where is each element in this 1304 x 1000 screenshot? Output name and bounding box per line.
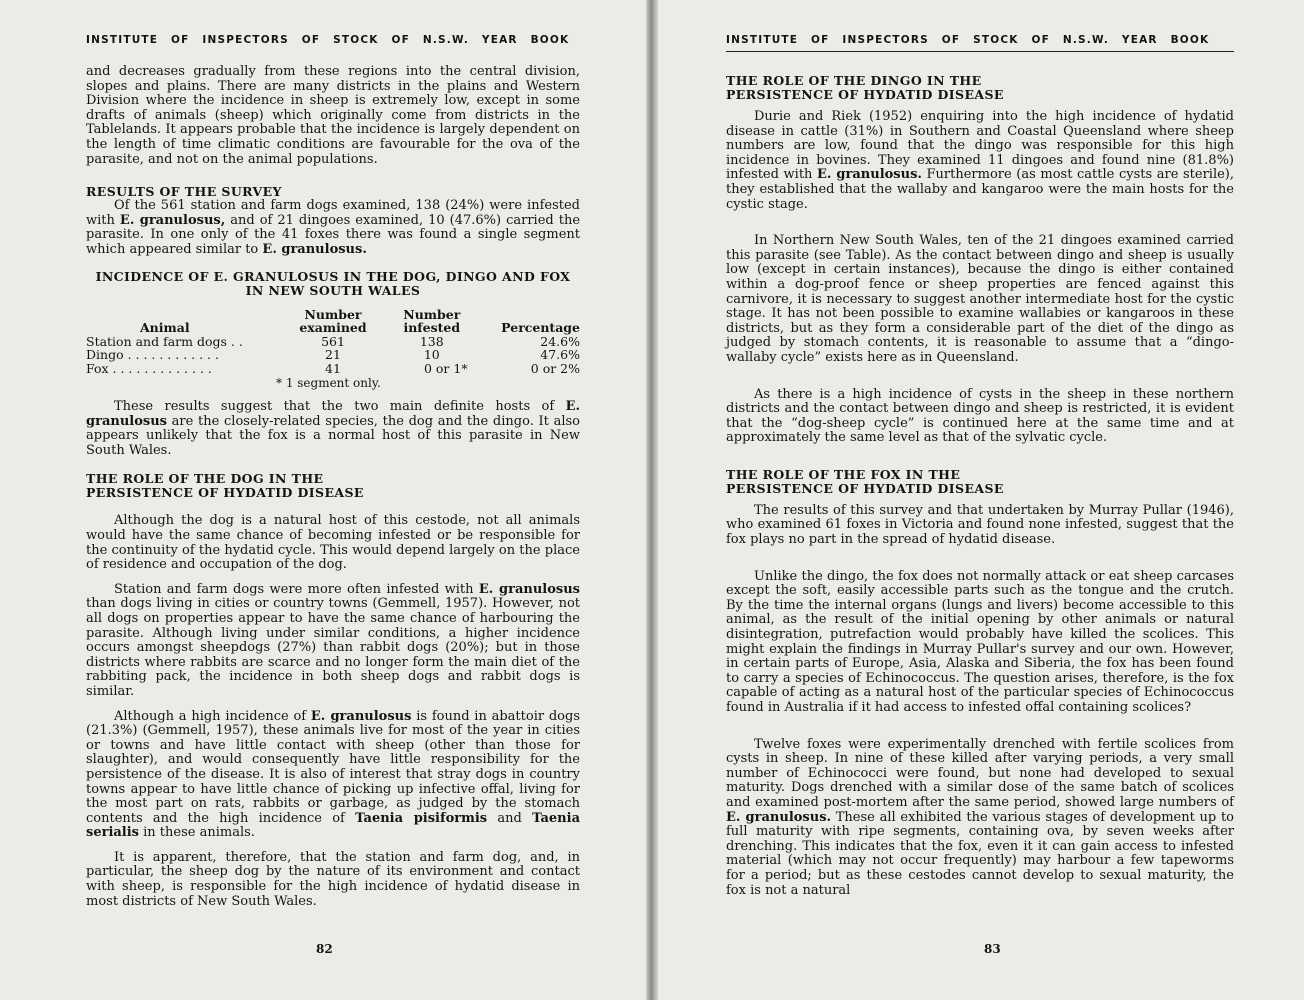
intro-paragraph: and decreases gradually from these regions into the central division, slopes and plains. There are many districts in the plains and Western Division where the incidence in sheep is extremely low, except in some drafts of animals (sheep) which originally come from districts in the Tablelands. It appears probable that the incidence is largely dependent on the length of time climatic conditions are favourable for the ova of the parasite, and not on the animal populations. <box>86 64 580 167</box>
col-examined: Number examined <box>299 306 367 336</box>
col-infested: Number infested <box>403 306 461 336</box>
book-gutter <box>646 0 658 1000</box>
table-title: INCIDENCE OF E. GRANULOSUS IN THE DOG, DINGO AND FOX IN NEW SOUTH WALES <box>95 268 571 298</box>
dingo-paragraph-3: As there is a high incidence of cysts in the sheep in these northern districts and the contact between dingo and sheep is restricted, it is evident that the “dog-sheep cycle” is continued here at the same time and at approximately the same level as that of the sylvatic cycle. <box>726 386 1234 446</box>
cell-percentage: 0 or 2% <box>530 360 580 376</box>
cell-examined: 561 <box>321 333 345 349</box>
fox-heading: THE ROLE OF THE FOX IN THE PERSISTENCE OF HYDATID DISEASE <box>726 466 1004 496</box>
dingo-heading: THE ROLE OF THE DINGO IN THE PERSISTENCE OF HYDATID DISEASE <box>726 73 1004 102</box>
cell-infested: 138 <box>419 333 444 349</box>
col-percentage: Percentage <box>501 320 580 336</box>
dingo-paragraph-2: In Northern New South Wales, ten of the 21 dingoes examined carried this parasite (see Table). As the contact between dingo and sheep is usually low (except in certain instances), because the dingo is either contained within a dog-proof fence or sheep properties are fenced against this carnivore, it is necessary to suggest another intermediate host for the cystic stage. It has not been possible to examine wallabies or kangaroos in these districts, but as they form a considerable part of the diet of the dingo as judged by stomach contents, it is reasonable to assume that a “dingo-wallaby cycle” exists here as in Queensland. <box>726 233 1234 365</box>
cell-infested: 10 <box>423 347 440 363</box>
page-number: 83 <box>984 942 1001 956</box>
dog-paragraph-4: It is apparent, therefore, that the station and farm dog, and, in particular, the sheep dog by the nature of its environment and contact with sheep, is responsible for the high incidence of hydatid disease in most districts of New South Wales. <box>86 849 580 909</box>
fox-paragraph-1: The results of this survey and that undertaken by Murray Pullar (1946), who examined 61 foxes in Victoria and found none infested, suggest that the fox plays no part in the spread of hydatid disease. <box>726 502 1234 548</box>
dog-paragraph-2: Station and farm dogs were more often infested with E. granulosus than dogs living in cities or country towns (Gemmell, 1957). However, not all dogs on properties appear to have the same chance of harbouring the parasite. Although living under similar conditions, a higher incidence occurs amongst sheepdogs (27%) than rabbit dogs (20%); but in those districts where rabbits are scarce and no longer form the main diet of the rabbiting pack, the incidence in both sheep dogs and rabbit dogs is similar. <box>86 581 580 699</box>
table-row <box>86 362 580 376</box>
dog-heading: THE ROLE OF THE DOG IN THE PERSISTENCE OF HYDATID DISEASE <box>86 471 364 501</box>
fox-paragraph-3: Twelve foxes were experimentally drenched with fertile scolices from cysts in sheep. In nine of these killed after varying periods, a very small number of Echinococci were found, but none had developed to sexual maturity. Dogs drenched with a similar dose of the same batch of scolices and examined post-mortem after the same period, showed large numbers of E. granulosus. These all exhibited the various stages of development up to full maturity with ripe segments, containing ova, by seven weeks after drenching. This indicates that the fox, even it it can gain access to infested material (which may not occur frequently) may harbour a few tapeworms for a period; but as these cestodes cannot develop to sexual maturity, the fox is not a natural <box>726 736 1234 898</box>
dog-paragraph-1: Although the dog is a natural host of this cestode, not all animals would have the same chance of becoming infested or be responsible for the continuity of the hydatid cycle. This would depend largely on the place of residence and occupation of the dog. <box>86 513 580 573</box>
hosts-paragraph: These results suggest that the two main definite hosts of E. granulosus are the closely-related species, the dog and the dingo. It also appears unlikely that the fox is a normal host of this parasite in New South Wales. <box>86 399 580 458</box>
cell-percentage: 47.6% <box>540 347 580 363</box>
table-row <box>86 335 580 349</box>
cell-percentage: 24.6% <box>540 333 580 349</box>
right-page <box>654 0 1304 1000</box>
cell-examined: 41 <box>325 360 341 376</box>
incidence-table <box>86 308 580 376</box>
cell-animal: Fox . . . . . . . . . . . . . <box>86 360 212 376</box>
running-head: INSTITUTE OF INSPECTORS OF STOCK OF N.S.W. YEAR BOOK <box>86 34 570 46</box>
fox-paragraph-2: Unlike the dingo, the fox does not normally attack or eat sheep carcases except the soft, easily accessible parts such as the tongue and the crutch. By the time the internal organs (lungs and livers) become accessible to this animal, as the result of the initial opening by other animals or natural disintegration, putrefaction would probably have killed the scolices. This might explain the findings in Murray Pullar's survey and our own. However, in certain parts of Europe, Asia, Alaska and Siberia, the fox has been found to carry a species of Echinococcus. The question arises, therefore, is the fox capable of acting as a natural host of the particular species of Echinococcus found in Australia if it had access to infested offal containing scolices? <box>726 568 1234 715</box>
col-animal: Animal <box>139 320 190 336</box>
table-footnote: * 1 segment only. <box>276 376 381 391</box>
cell-infested: 0 or 1* <box>423 360 468 376</box>
table-header-row <box>86 308 580 335</box>
cell-examined: 21 <box>325 347 341 363</box>
dog-paragraph-3: Although a high incidence of E. granulosus is found in abattoir dogs (21.3%) (Gemmell, 1957), these animals live for most of the year in cities or towns and have little contact with sheep (other than those for slaughter), and would consequently have little responsibility for the persistence of the disease. It is also of interest that stray dogs in country towns appear to have little chance of picking up infective offal, living for the most part on rats, rabbits or garbage, as judged by the stomach contents and the high incidence of Taenia pisiformis and Taenia serialis in these animals. <box>86 708 580 841</box>
dingo-paragraph-1: Durie and Riek (1952) enquiring into the high incidence of hydatid disease in cattle (31%) in Southern and Coastal Queensland where sheep numbers are low, found that the dingo was responsible for this high incidence in bovines. They examined 11 dingoes and found nine (81.8%) infested with E. granulosus. Furthermore (as most cattle cysts are sterile), they established that the wallaby and kangaroo were the main hosts for the cystic stage. <box>726 109 1235 212</box>
results-heading: RESULTS OF THE SURVEY <box>86 184 282 200</box>
results-paragraph: Of the 561 station and farm dogs examined, 138 (24%) were infested with E. granulosus, and of 21 dingoes examined, 10 (47.6%) carried the parasite. In one only of the 41 foxes there was found a single segment which appeared similar to E. granulosus. <box>86 198 581 257</box>
table-row <box>86 348 580 362</box>
cell-animal: Dingo . . . . . . . . . . . . <box>86 347 219 363</box>
running-head: INSTITUTE OF INSPECTORS OF STOCK OF N.S.W. YEAR BOOK <box>726 34 1234 52</box>
page-number: 82 <box>316 942 333 956</box>
cell-animal: Station and farm dogs . . <box>86 333 243 349</box>
left-page <box>0 0 650 1000</box>
